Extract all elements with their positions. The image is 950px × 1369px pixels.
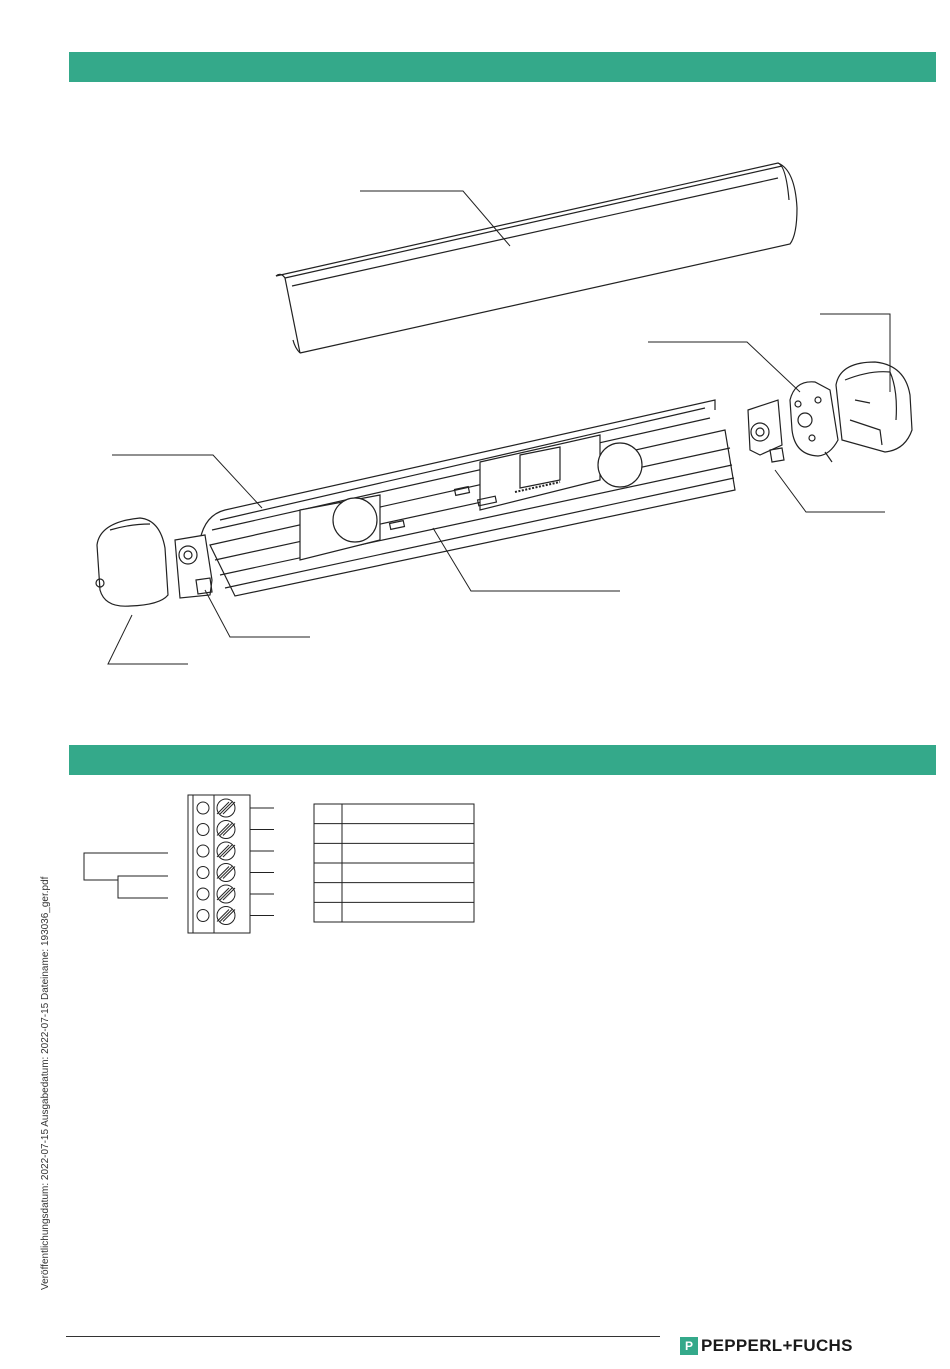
terminal-block-body bbox=[188, 795, 250, 933]
brand-name: PEPPERL+FUCHS bbox=[701, 1336, 853, 1355]
wire-mid bbox=[118, 876, 168, 890]
connection-table bbox=[314, 804, 474, 922]
cover-profile bbox=[276, 163, 797, 353]
left-end-cap bbox=[96, 518, 168, 606]
right-mounting-plate bbox=[790, 382, 838, 462]
section-header-bar-2 bbox=[69, 745, 936, 775]
housing-profile bbox=[200, 400, 735, 596]
left-contact-module bbox=[175, 535, 212, 598]
pf-logo-icon: P bbox=[680, 1337, 698, 1355]
footer-rule bbox=[66, 1336, 660, 1337]
brand-logo bbox=[680, 1336, 853, 1356]
right-end-cap bbox=[836, 362, 912, 452]
publication-info: Veröffentlichungsdatum: 2022-07-15 Ausgabedatum: 2022-07-15 Dateiname: 193036_ger.pdf bbox=[40, 876, 51, 1290]
right-contact-module bbox=[748, 400, 784, 462]
terminal-block-diagram bbox=[80, 790, 480, 940]
